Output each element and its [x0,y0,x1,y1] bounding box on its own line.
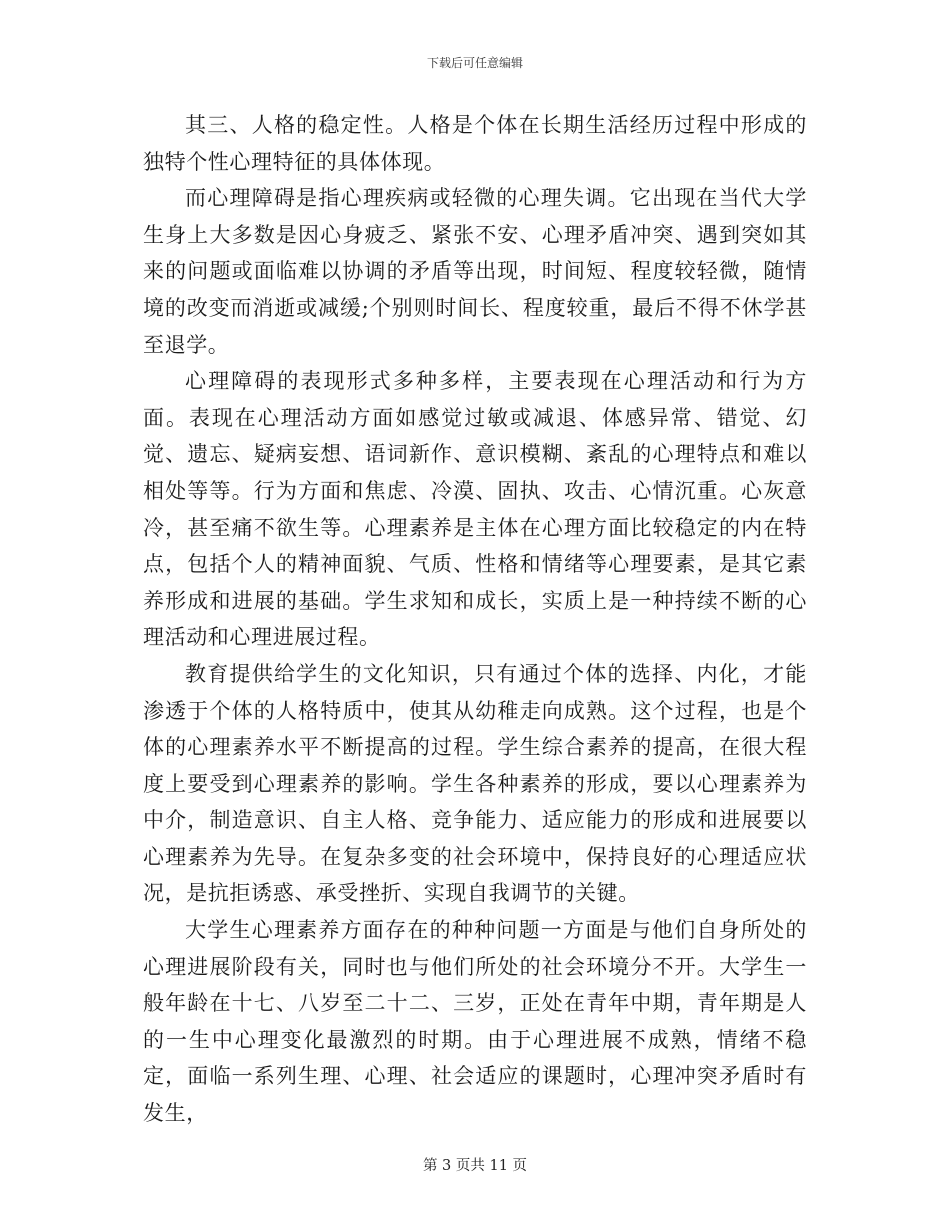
paragraph: 心理障碍的表现形式多种多样，主要表现在心理活动和行为方面。表现在心理活动方面如感觉过敏或减退、体感异常、错觉、幻觉、遗忘、疑病妄想、语词新作、意识模糊、紊乱的心理特点和难以相处等等。行为方面和焦虑、冷漠、固执、攻击、心情沉重。心灰意冷，甚至痛不欲生等。心理素养是主体在心理方面比较稳定的内在特点，包括个人的精神面貌、气质、性格和情绪等心理要素，是其它素养形成和进展的基础。学生求知和成长，实质上是一种持续不断的心理活动和心理进展过程。 [143,369,807,650]
page-number-footer: 第 3 页共 11 页 [422,1158,528,1174]
paragraph: 而心理障碍是指心理疾病或轻微的心理失调。它出现在当代大学生身上大多数是因心身疲乏、紧张不安、心理矛盾冲突、遇到突如其来的问题或面临难以协调的矛盾等出现，时间短、程度较轻微，随情境的改变而消逝或减缓;个别则时间长、程度较重，最后不得不休学甚至退学。 [143,186,807,357]
paragraph: 大学生心理素养方面存在的种种问题一方面是与他们自身所处的心理进展阶段有关，同时也与他们所处的社会环境分不开。大学生一般年龄在十七、八岁至二十二、三岁，正处在青年中期，青年期是人的一生中心理变化最激烈的时期。由于心理进展不成熟，情绪不稳定，面临一系列生理、心理、社会适应的课题时，心理冲突矛盾时有发生， [143,918,807,1126]
paragraph: 其三、人格的稳定性。人格是个体在长期生活经历过程中形成的独特个性心理特征的具体体现。 [143,113,807,174]
paragraph: 教育提供给学生的文化知识，只有通过个体的选择、内化，才能渗透于个体的人格特质中，使其从幼稚走向成熟。这个过程，也是个体的心理素养水平不断提高的过程。学生综合素养的提高，在很大程度上要受到心理素养的影响。学生各种素养的形成，要以心理素养为中介，制造意识、自主人格、竞争能力、适应能力的形成和进展要以心理素养为先导。在复杂多变的社会环境中，保持良好的心理适应状况，是抗拒诱惑、承受挫折、实现自我调节的关键。 [143,661,807,906]
document-body [143,107,807,1132]
page-header: 下载后可任意编辑 [426,56,523,70]
